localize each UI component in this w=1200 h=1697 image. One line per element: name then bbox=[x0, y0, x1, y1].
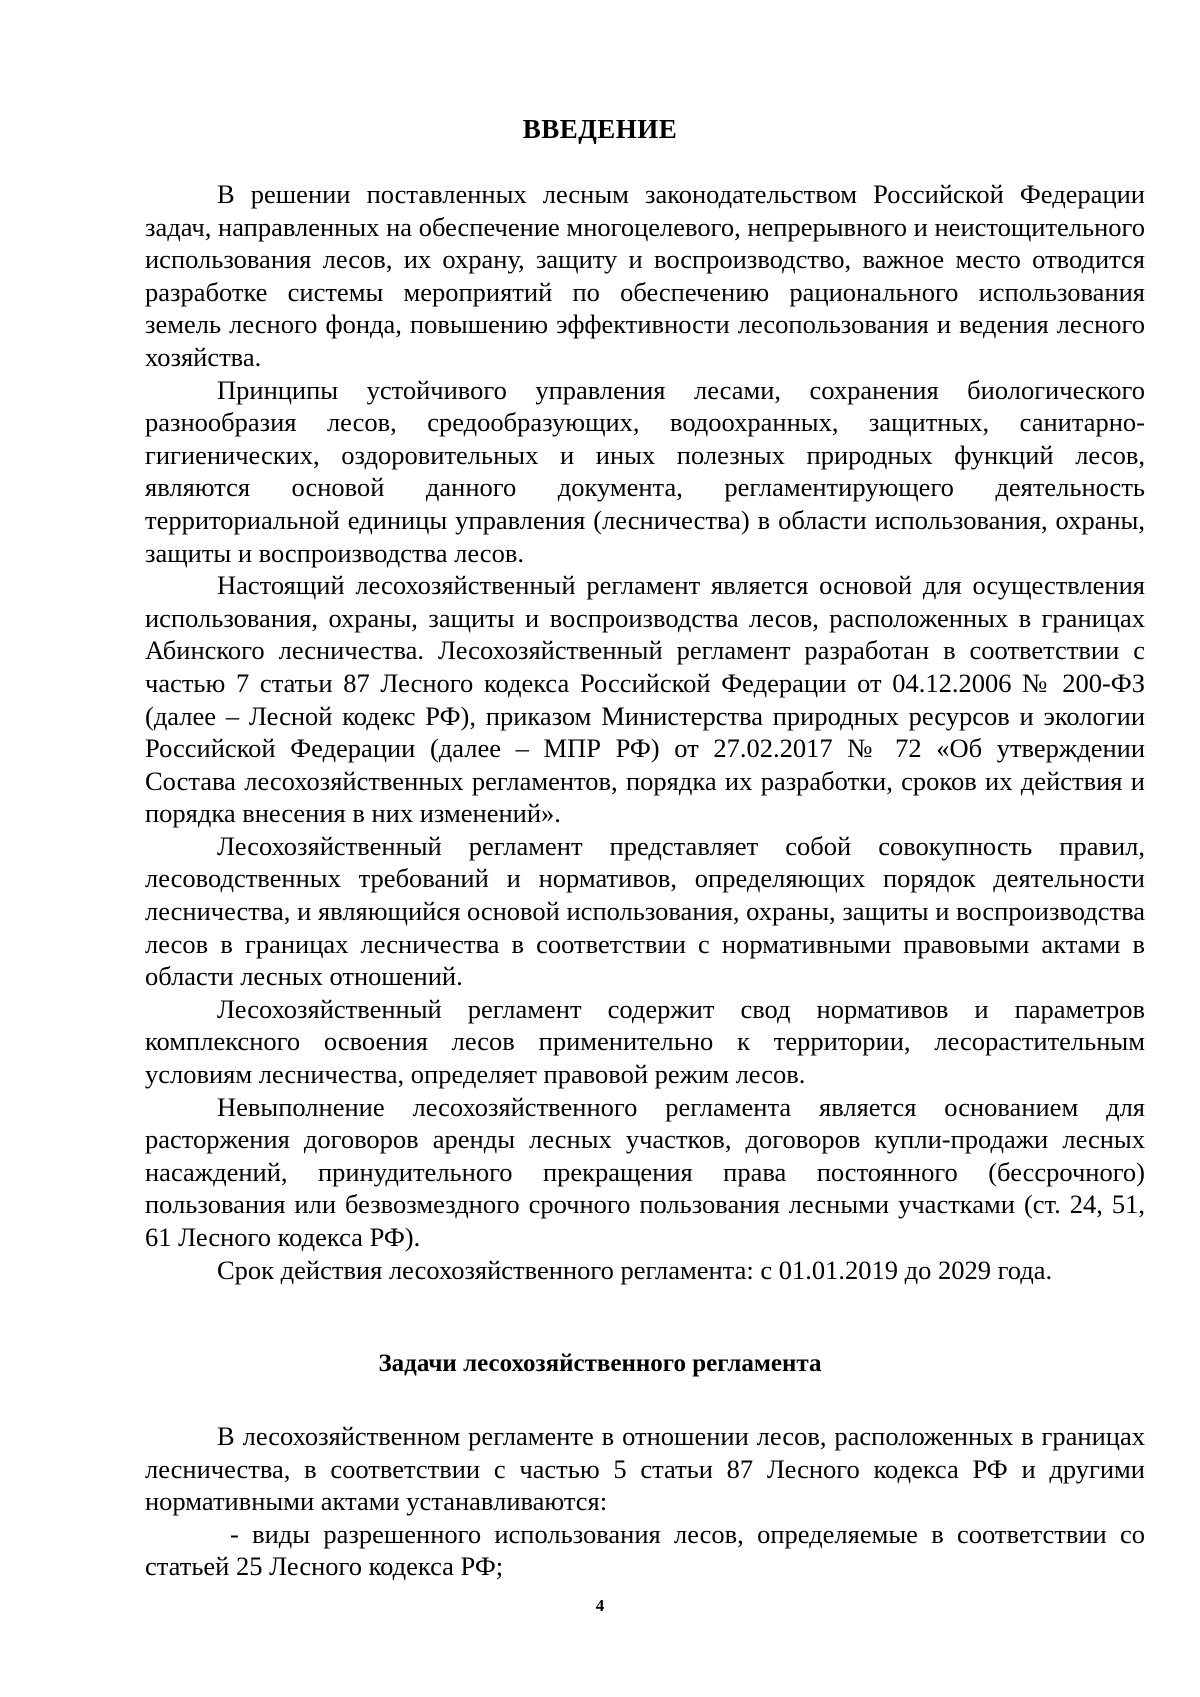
paragraph: Невыполнение лесохозяйственного регламента является основанием для расторжения договоров аренды лесных участков, договоров купли-продажи лесных насаждений, принудительного прекращения права постоянного (бессрочного) пользования или безвозмездного срочного пользования лесными участками (ст. 24, 51, 61 Лесного кодекса РФ). bbox=[145, 1091, 1145, 1252]
section-title: Задачи лесохозяйственного регламента bbox=[378, 1350, 822, 1377]
paragraph-validity-period: Срок действия лесохозяйственного регламента: с 01.01.2019 до 2029 года. bbox=[217, 1254, 1053, 1285]
section-body bbox=[145, 1420, 1145, 1583]
paragraph: Настоящий лесохозяйственный регламент является основой для осуществления использования, охраны, защиты и воспроизводства лесов, расположенных в границах Абинского лесничества. Лесохозяйственный регламент разработан в соответствии с частью 7 статьи 87 Лесного кодекса Российской Федерации от 04.12.2006 № 200-ФЗ (далее – Лесной кодекс РФ), приказом Министерства природных ресурсов и экологии Российской Федерации (далее – МПР РФ) от 27.02.2017 № 72 «Об утверждении Состава лесохозяйственных регламентов, порядка их разработки, сроков их действия и порядка внесения в них изменений». bbox=[145, 570, 1145, 829]
paragraph: Лесохозяйственный регламент содержит свод нормативов и параметров комплексного освоения лесов применительно к территории, лесорастительным условиям лесничества, определяет правовой режим лесов. bbox=[145, 993, 1145, 1090]
page-title: ВВЕДЕНИЕ bbox=[522, 114, 678, 144]
paragraph: В лесохозяйственном регламенте в отношении лесов, расположенных в границах лесничества, в соответствии с частью 5 статьи 87 Лесного кодекса РФ и другими нормативными актами устанавливаются: bbox=[145, 1421, 1145, 1517]
page-number: 4 bbox=[595, 1596, 605, 1615]
paragraph: Принципы устойчивого управления лесами, сохранения биологического разнообразия лесов, средообразующих, водоохранных, защитных, санитарно-гигиенических, оздоровительных и иных полезных природных функций лесов, являются основой данного документа, регламентирующего деятельность территориальной единицы управления (лесничества) в области использования, охраны, защиты и воспроизводства лесов. bbox=[145, 374, 1145, 568]
paragraph: Лесохозяйственный регламент представляет собой совокупность правил, лесоводственных требований и нормативов, определяющих порядок деятельности лесничества, и являющийся основой использования, охраны, защиты и воспроизводства лесов в границах лесничества в соответствии с нормативными правовыми актами в области лесных отношений. bbox=[145, 830, 1145, 992]
introduction-body bbox=[145, 178, 1145, 1286]
list-item: - виды разрешенного использования лесов, определяемые в соответствии со статьей 25 Лесного кодекса РФ; bbox=[145, 1518, 1145, 1582]
paragraph: В решении поставленных лесным законодательством Российской Федерации задач, направленных на обеспечение многоцелевого, непрерывного и неистощительного использования лесов, их охрану, защиту и воспроизводство, важное место отводится разработке системы мероприятий по обеспечению рационального использования земель лесного фонда, повышению эффективности лесопользования и ведения лесного хозяйства. bbox=[145, 179, 1145, 372]
